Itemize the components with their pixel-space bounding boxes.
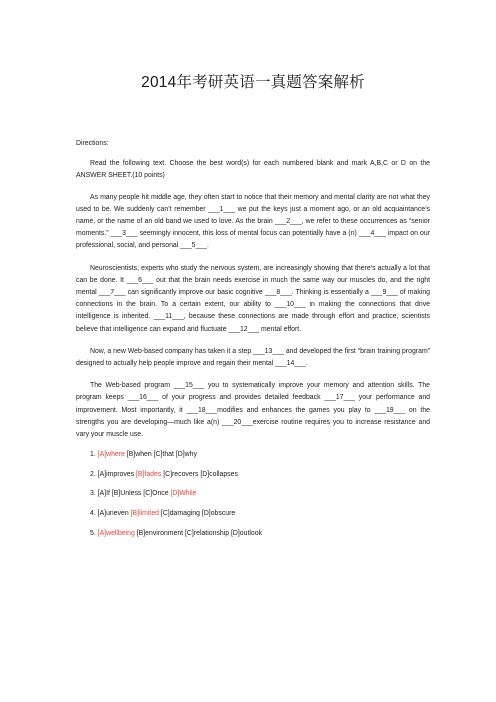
option-line-1 bbox=[90, 449, 430, 469]
question-number: 1. bbox=[90, 451, 96, 459]
correct-answer-option: [A]wellbeing bbox=[97, 529, 135, 537]
answer-option: [B]when bbox=[126, 451, 152, 459]
question-number: 4. bbox=[90, 510, 96, 518]
answer-option: [D]obscure bbox=[201, 510, 236, 518]
correct-answer-option: [B]fades bbox=[135, 470, 162, 478]
passage-paragraph-1: As many people hit middle age, they often start to notice that their memory and mental clarity are not what they used to be. We suddenly can’t remember ___1___ we put the keys just a moment ago, or an old acquaintance’s name, or the name of an old band we used to love. As the brain ___2___, we refer to these occurrences as “senior moments.” ___3___ seemingly innocent, this loss of mental focus can potentially have a (n) ___4___ impact on our professional, social, and personal ___5___. bbox=[76, 193, 430, 250]
answer-option: [A]uneven bbox=[97, 510, 129, 518]
question-number: 2. bbox=[90, 470, 96, 478]
answer-options-list bbox=[90, 449, 430, 547]
correct-answer-option: [A]where bbox=[97, 451, 125, 459]
answer-option: [C]recovers bbox=[163, 470, 199, 478]
answer-option: [C]Once bbox=[143, 490, 169, 498]
passage-paragraph-2: Neuroscientists, experts who study the nervous system, are increasingly showing that there’s actually a lot that can be done. It ___6___ out that the brain needs exercise in much the same way our muscles do, and the right mental ___7___ can significantly improve our basic cognitive ___8___. Thinking is essentially a ___9___ of making connections in the brain. To a certain extent, our ability to ___10___ in making the connections that drive intelligence is inherited. ___11___, because these connections are made through effort and practice, scientists believe that intelligence can expand and fluctuate ___12___ mental effort. bbox=[76, 264, 430, 333]
answer-option: [A]If bbox=[97, 490, 110, 498]
page-title: 2014年考研英语一真题答案解析 bbox=[141, 74, 365, 91]
answer-option: [B]environment bbox=[136, 529, 184, 537]
answer-option: [C]damaging bbox=[160, 510, 200, 518]
correct-answer-option: [B]limited bbox=[130, 510, 159, 518]
option-line-5 bbox=[90, 528, 430, 548]
directions-label: Directions: bbox=[76, 140, 109, 147]
answer-option: [D]outlook bbox=[230, 529, 263, 537]
option-line-4 bbox=[90, 508, 430, 528]
option-line-2 bbox=[90, 469, 430, 489]
passage-paragraph-4: The Web-based program ___15___ you to systematically improve your memory and attention skills. The program keeps ___16___ of your progress and provides detailed feedback ___17___ your performance and improvement. Most importantly, it ___18___modifies and enhances the games you play to ___19___ on the strengths you are developing—much like a(n) ___20___exercise routine requires you to increase resistance and vary your muscle use. bbox=[76, 382, 430, 439]
question-number: 5. bbox=[90, 529, 96, 537]
question-number: 3. bbox=[90, 490, 96, 498]
answer-option: [B]Unless bbox=[111, 490, 142, 498]
passage-paragraph-3: Now, a new Web-based company has taken it a step ___13___ and developed the first “brain training program” designed to actually help people improve and regain their mental ___14___. bbox=[76, 347, 430, 368]
answer-option: [A]improves bbox=[97, 470, 135, 478]
option-line-3 bbox=[90, 488, 430, 508]
answer-option: [D]why bbox=[175, 451, 197, 459]
correct-answer-option: [D]While bbox=[170, 490, 197, 498]
instructions-paragraph: Read the following text. Choose the best word(s) for each numbered blank and mark A,B,C or D on the ANSWER SHEET.(10 points) bbox=[76, 160, 430, 180]
answer-option: [C]relationship bbox=[185, 529, 230, 537]
answer-option: [D]collapses bbox=[200, 470, 238, 478]
answer-option: [C]that bbox=[153, 451, 174, 459]
